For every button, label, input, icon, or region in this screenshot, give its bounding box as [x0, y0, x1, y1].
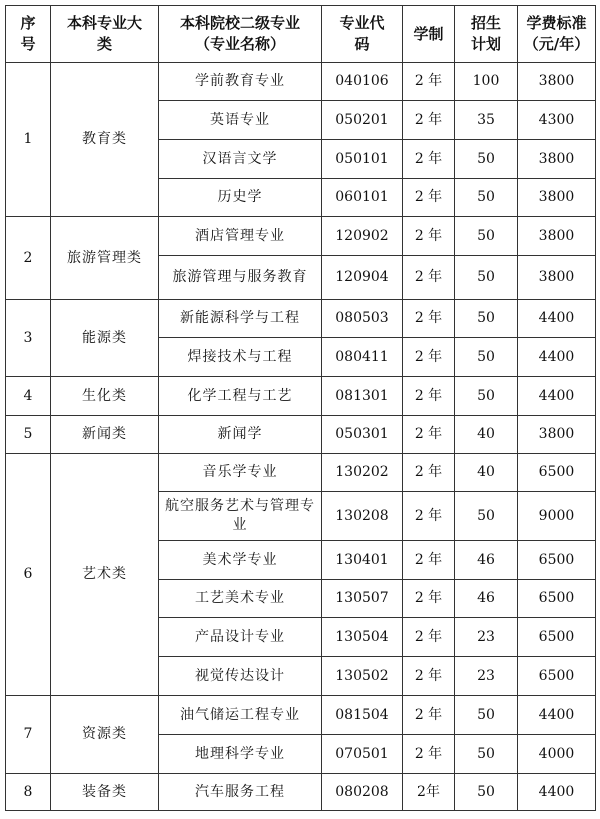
major-cell: 焊接技术与工程	[159, 338, 322, 377]
years-cell: 2 年	[403, 580, 455, 618]
code-cell: 130202	[322, 454, 403, 492]
fee-cell: 3800	[518, 179, 596, 217]
fee-cell: 3800	[518, 140, 596, 179]
header-category	[51, 6, 159, 63]
enroll-cell: 23	[455, 657, 518, 696]
code-cell: 050301	[322, 416, 403, 454]
category-cell: 能源类	[51, 300, 159, 377]
enroll-cell: 46	[455, 580, 518, 618]
category-cell: 生化类	[51, 377, 159, 416]
fee-cell: 6500	[518, 618, 596, 657]
major-cell: 英语专业	[159, 101, 322, 140]
years-cell: 2年	[403, 774, 455, 811]
code-cell: 080503	[322, 300, 403, 338]
major-cell: 汉语言文学	[159, 140, 322, 179]
seq-cell: 2	[6, 217, 51, 300]
major-cell: 酒店管理专业	[159, 217, 322, 256]
enroll-cell: 50	[455, 774, 518, 811]
fee-cell: 9000	[518, 492, 596, 541]
table-row	[6, 377, 596, 416]
years-cell: 2 年	[403, 338, 455, 377]
code-cell: 050201	[322, 101, 403, 140]
years-cell: 2 年	[403, 63, 455, 101]
header-enroll-line-2: 计划	[470, 35, 501, 53]
header-years	[403, 6, 455, 63]
enroll-cell: 50	[455, 217, 518, 256]
fee-cell: 3800	[518, 217, 596, 256]
fee-cell: 6500	[518, 454, 596, 492]
major-cell: 旅游管理与服务教育	[159, 256, 322, 300]
header-seq-line-1: 序	[20, 14, 36, 32]
major-cell: 新闻学	[159, 416, 322, 454]
major-cell: 产品设计专业	[159, 618, 322, 657]
seq-cell: 3	[6, 300, 51, 377]
seq-cell: 7	[6, 696, 51, 774]
code-cell: 080208	[322, 774, 403, 811]
enroll-cell: 46	[455, 541, 518, 580]
major-cell: 美术学专业	[159, 541, 322, 580]
major-cell: 工艺美术专业	[159, 580, 322, 618]
fee-cell: 6500	[518, 541, 596, 580]
seq-cell: 5	[6, 416, 51, 454]
years-cell: 2 年	[403, 657, 455, 696]
enroll-cell: 35	[455, 101, 518, 140]
enroll-cell: 40	[455, 416, 518, 454]
table-row	[6, 454, 596, 492]
category-cell: 新闻类	[51, 416, 159, 454]
enrollment-table	[5, 5, 596, 811]
header-seq	[6, 6, 51, 63]
enroll-cell: 50	[455, 338, 518, 377]
fee-cell: 3800	[518, 63, 596, 101]
fee-cell: 4400	[518, 300, 596, 338]
code-cell: 130208	[322, 492, 403, 541]
code-cell: 130507	[322, 580, 403, 618]
enroll-cell: 100	[455, 63, 518, 101]
header-code-line-1: 专业代	[339, 14, 385, 32]
enroll-cell: 50	[455, 492, 518, 541]
table-body	[6, 63, 596, 811]
header-fee	[518, 6, 596, 63]
years-cell: 2 年	[403, 618, 455, 657]
seq-cell: 6	[6, 454, 51, 696]
fee-cell: 4300	[518, 101, 596, 140]
years-cell: 2 年	[403, 256, 455, 300]
enroll-cell: 50	[455, 140, 518, 179]
enroll-cell: 40	[455, 454, 518, 492]
category-cell: 艺术类	[51, 454, 159, 696]
table-row	[6, 217, 596, 256]
years-cell: 2 年	[403, 101, 455, 140]
years-cell: 2 年	[403, 179, 455, 217]
code-cell: 060101	[322, 179, 403, 217]
enroll-cell: 50	[455, 735, 518, 774]
code-cell: 120904	[322, 256, 403, 300]
header-major-line-1: 本科院校二级专业	[179, 14, 300, 32]
fee-cell: 4400	[518, 377, 596, 416]
code-cell: 080411	[322, 338, 403, 377]
category-cell: 旅游管理类	[51, 217, 159, 300]
fee-cell: 4000	[518, 735, 596, 774]
enroll-cell: 50	[455, 179, 518, 217]
years-cell: 2 年	[403, 217, 455, 256]
years-cell: 2 年	[403, 696, 455, 735]
seq-cell: 8	[6, 774, 51, 811]
header-enroll	[455, 6, 518, 63]
major-cell: 音乐学专业	[159, 454, 322, 492]
code-cell: 040106	[322, 63, 403, 101]
fee-cell: 6500	[518, 657, 596, 696]
category-cell: 教育类	[51, 63, 159, 217]
seq-cell: 4	[6, 377, 51, 416]
major-cell: 航空服务艺术与管理专业	[159, 492, 322, 541]
header-code	[322, 6, 403, 63]
table-header	[6, 6, 596, 63]
enroll-cell: 23	[455, 618, 518, 657]
header-years-line-1: 学制	[413, 24, 444, 43]
code-cell: 050101	[322, 140, 403, 179]
years-cell: 2 年	[403, 140, 455, 179]
major-cell: 汽车服务工程	[159, 774, 322, 811]
years-cell: 2 年	[403, 735, 455, 774]
code-cell: 130401	[322, 541, 403, 580]
major-cell: 历史学	[159, 179, 322, 217]
major-cell: 化学工程与工艺	[159, 377, 322, 416]
major-cell: 地理科学专业	[159, 735, 322, 774]
table-row	[6, 774, 596, 811]
major-cell: 新能源科学与工程	[159, 300, 322, 338]
header-category-line-1: 本科专业大	[66, 14, 142, 32]
header-row	[6, 6, 596, 63]
fee-cell: 4400	[518, 696, 596, 735]
seq-cell: 1	[6, 63, 51, 217]
fee-cell: 3800	[518, 416, 596, 454]
code-cell: 130502	[322, 657, 403, 696]
code-cell: 070501	[322, 735, 403, 774]
years-cell: 2 年	[403, 416, 455, 454]
enroll-cell: 50	[455, 256, 518, 300]
major-cell: 油气储运工程专业	[159, 696, 322, 735]
enroll-cell: 50	[455, 377, 518, 416]
header-fee-line-2: （元/年）	[523, 35, 590, 53]
years-cell: 2 年	[403, 377, 455, 416]
fee-cell: 4400	[518, 774, 596, 811]
table-row	[6, 63, 596, 101]
table-row	[6, 300, 596, 338]
header-major	[159, 6, 322, 63]
years-cell: 2 年	[403, 454, 455, 492]
major-cell: 视觉传达设计	[159, 657, 322, 696]
table-row	[6, 416, 596, 454]
header-seq-line-2: 号	[20, 35, 36, 53]
years-cell: 2 年	[403, 492, 455, 541]
code-cell: 081504	[322, 696, 403, 735]
major-cell: 学前教育专业	[159, 63, 322, 101]
header-code-line-2: 码	[354, 35, 370, 53]
years-cell: 2 年	[403, 300, 455, 338]
category-cell: 资源类	[51, 696, 159, 774]
fee-cell: 4400	[518, 338, 596, 377]
category-cell: 装备类	[51, 774, 159, 811]
table-row	[6, 696, 596, 735]
enroll-cell: 50	[455, 696, 518, 735]
header-fee-line-1: 学费标准	[526, 14, 587, 32]
enroll-cell: 50	[455, 300, 518, 338]
fee-cell: 6500	[518, 580, 596, 618]
years-cell: 2 年	[403, 541, 455, 580]
code-cell: 120902	[322, 217, 403, 256]
header-major-line-2: （专业名称）	[194, 35, 285, 53]
fee-cell: 3800	[518, 256, 596, 300]
header-enroll-line-1: 招生	[470, 14, 501, 32]
code-cell: 130504	[322, 618, 403, 657]
header-category-line-2: 类	[96, 35, 112, 53]
code-cell: 081301	[322, 377, 403, 416]
